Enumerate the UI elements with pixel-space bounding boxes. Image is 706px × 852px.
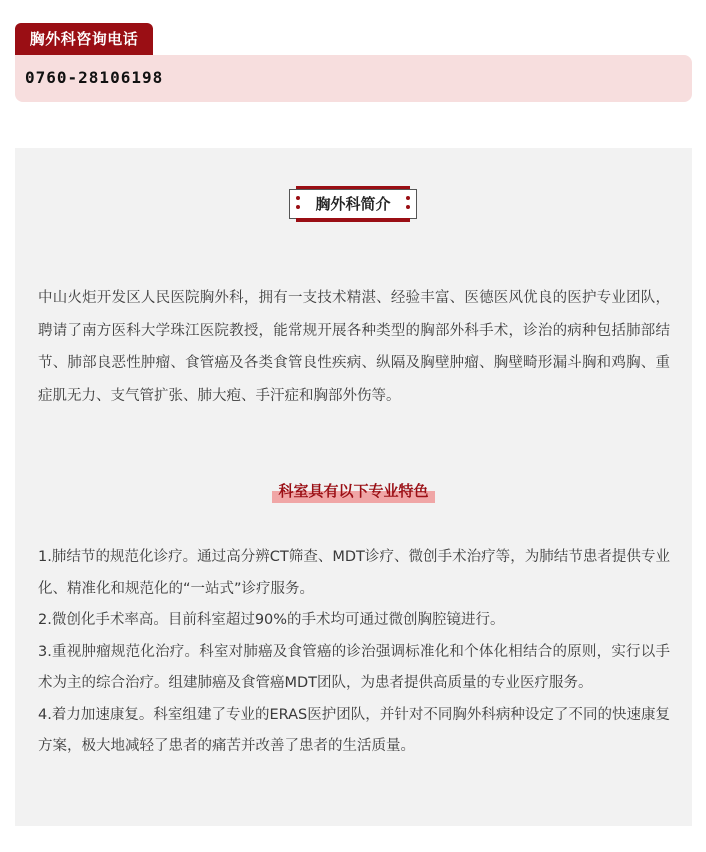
phone-box — [15, 55, 692, 102]
feature-item: 1.肺结节的规范化诊疗。通过高分辨CT筛查、MDT诊疗、微创手术治疗等，为肺结节患者提供专业化、精准化和规范化的“一站式”诊疗服务。 — [38, 549, 670, 597]
features-list — [38, 542, 670, 763]
intro-paragraph: 中山火炬开发区人民医院胸外科，拥有一支技术精湛、经验丰富、医德医风优良的医护专业团队，聘请了南方医科大学珠江医院教授，能常规开展各种类型的胸部外科手术，诊治的病种包括肺部结节、肺部良恶性肿瘤、食管癌及各类食管良性疾病、纵隔及胸壁肿瘤、胸壁畸形漏斗胸和鸡胸、重症肌无力、支气管扩张、肺大疱、手汗症和胸部外伤等。 — [38, 290, 670, 404]
feature-item: 4.着力加速康复。科室组建了专业的ERAS医护团队，并针对不同胸外科病种设定了不同的快速康复方案，极大地减轻了患者的痛苦并改善了患者的生活质量。 — [38, 706, 670, 754]
phone-number[interactable]: 0760-28106198 — [25, 68, 164, 87]
phone-label: 胸外科咨询电话 — [15, 23, 153, 55]
feature-item: 2.微创化手术率高。目前科室超过90%的手术均可通过微创胸腔镜进行。 — [38, 612, 505, 628]
features-heading-text: 科室具有以下专业特色 — [278, 482, 429, 500]
section-title-frame — [289, 186, 417, 222]
section-title: 胸外科简介 — [315, 195, 391, 213]
features-heading-wrap — [15, 478, 692, 504]
feature-item: 3.重视肿瘤规范化治疗。科室对肺癌及食管癌的诊治强调标准化和个体化相结合的原则，实行以手术为主的综合治疗。组建肺癌及食管癌MDT团队，为患者提供高质量的专业医疗服务。 — [38, 643, 670, 691]
features-heading — [272, 478, 434, 504]
intro-card — [15, 148, 692, 826]
